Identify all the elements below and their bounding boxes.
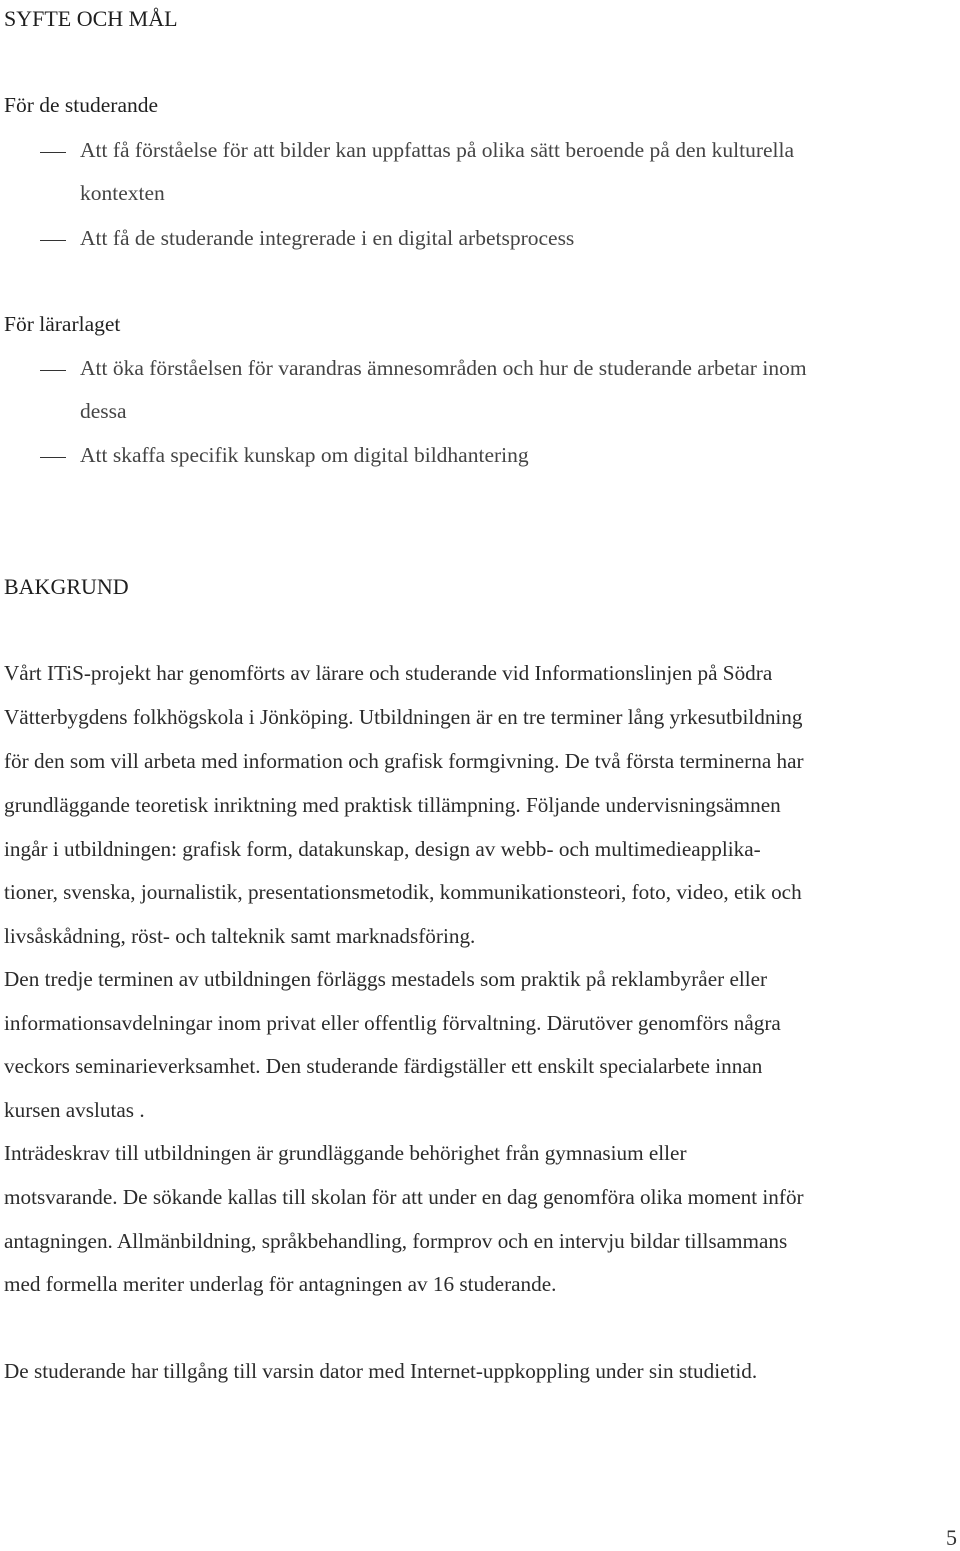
- bullet-item-text: Att öka förståelsen för varandras ämnesområden och hur de studerande arbetar inom: [80, 356, 807, 380]
- section-heading-syfte: SYFTE OCH MÅL: [4, 6, 178, 31]
- bullet-dash: [40, 457, 66, 458]
- body-line: Vårt ITiS-projekt har genomförts av lärare och studerande vid Informationslinjen på Södra: [4, 661, 773, 685]
- page-number: 5: [946, 1525, 957, 1550]
- bullet-item-text: Att skaffa specifik kunskap om digital bildhantering: [80, 443, 529, 467]
- body-line: grundläggande teoretisk inriktning med praktisk tillämpning. Följande undervisningsämnen: [4, 793, 781, 817]
- bullet-item-text: dessa: [80, 399, 127, 423]
- subheading-teachers: För lärarlaget: [4, 312, 121, 336]
- body-line: livsåskådning, röst- och talteknik samt marknadsföring.: [4, 924, 476, 948]
- body-line: antagningen. Allmänbildning, språkbehandling, formprov och en intervju bildar tillsammans: [4, 1229, 788, 1253]
- final-paragraph: De studerande har tillgång till varsin dator med Internet-uppkoppling under sin studietid.: [4, 1359, 758, 1383]
- subheading-students: För de studerande: [4, 93, 159, 117]
- bullet-dash: [40, 152, 66, 153]
- body-line: ingår i utbildningen: grafisk form, datakunskap, design av webb- och multimedieapplika-: [4, 837, 761, 861]
- bullet-dash: [40, 240, 66, 241]
- body-line: Den tredje terminen av utbildningen förläggs mestadels som praktik på reklambyråer eller: [4, 967, 768, 991]
- bullet-dash: [40, 370, 66, 371]
- body-line: Inträdeskrav till utbildningen är grundläggande behörighet från gymnasium eller: [4, 1141, 687, 1165]
- bullet-item-text: Att få förståelse för att bilder kan uppfattas på olika sätt beroende på den kulturella: [80, 138, 795, 162]
- body-line: med formella meriter underlag för antagningen av 16 studerande.: [4, 1272, 557, 1296]
- body-line: tioner, svenska, journalistik, presentationsmetodik, kommunikationsteori, foto, video, etik och: [4, 880, 802, 904]
- body-line: informationsavdelningar inom privat eller offentlig förvaltning. Därutöver genomförs några: [4, 1011, 781, 1035]
- body-line: veckors seminarieverksamhet. Den studerande färdigställer ett enskilt specialarbete innan: [4, 1054, 763, 1078]
- bullet-item-text: kontexten: [80, 181, 165, 205]
- body-line: motsvarande. De sökande kallas till skolan för att under en dag genomföra olika moment inför: [4, 1185, 804, 1209]
- section-heading-bakgrund: BAKGRUND: [4, 574, 129, 599]
- body-line: kursen avslutas .: [4, 1098, 145, 1122]
- body-line: Vätterbygdens folkhögskola i Jönköping. Utbildningen är en tre terminer lång yrkesutbildning: [4, 705, 803, 729]
- bullet-item-text: Att få de studerande integrerade i en digital arbetsprocess: [80, 226, 575, 250]
- body-line: för den som vill arbeta med information och grafisk formgivning. De två första terminerna har: [4, 749, 804, 773]
